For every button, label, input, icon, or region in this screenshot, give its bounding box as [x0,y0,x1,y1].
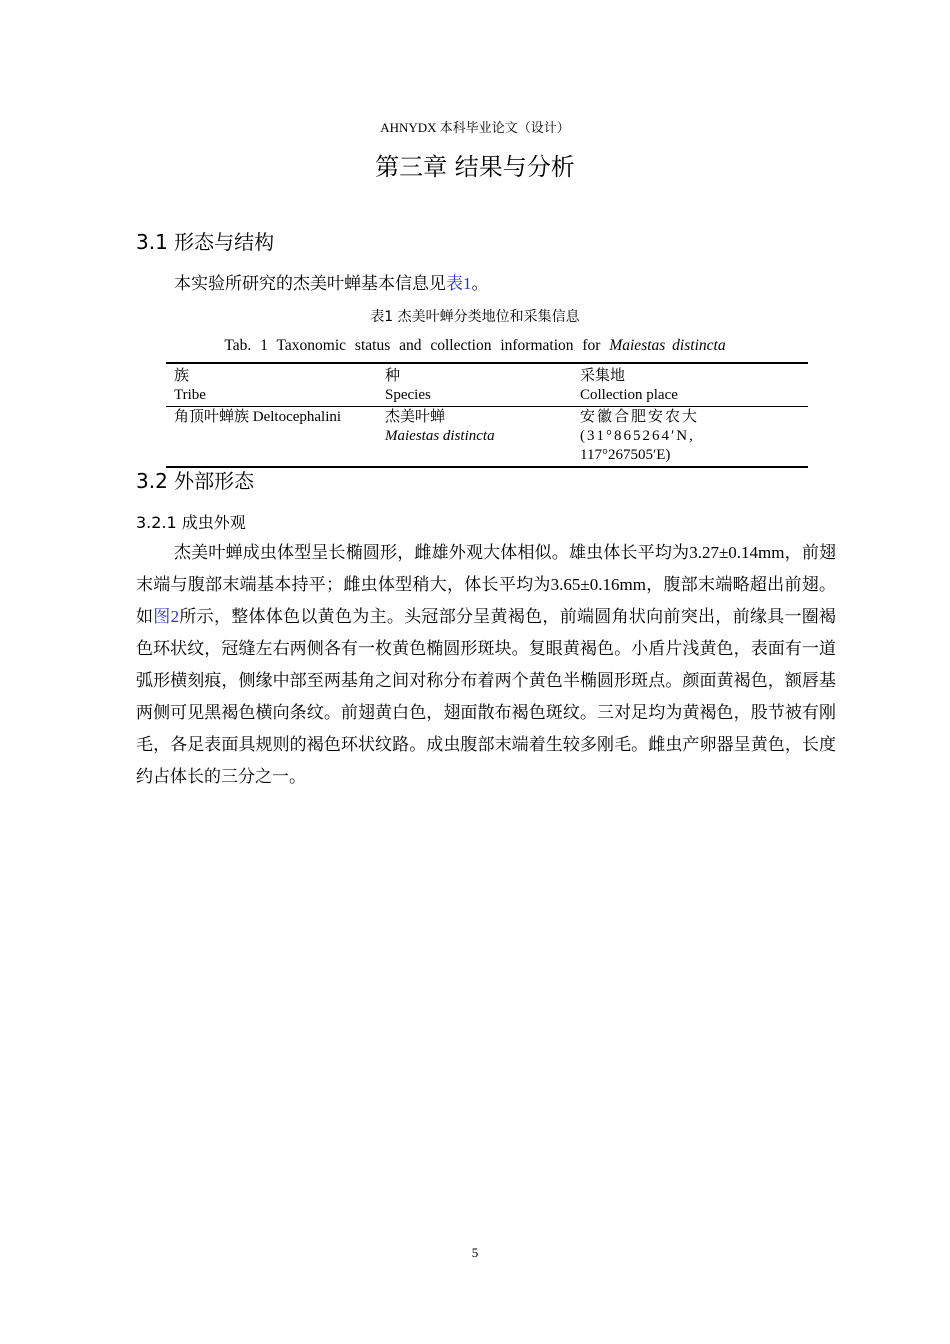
table-caption-en [0,337,950,355]
intro-paragraph [136,268,836,300]
intro-end: 。 [471,274,489,293]
header-species-cn: 种 [385,368,401,384]
running-header: AHNYDX 本科毕业论文（设计） [380,120,570,135]
taxonomy-table [166,362,808,468]
intro-text: 本实验所研究的杰美叶蝉基本信息见 [174,274,446,293]
header-place-en: Collection place [580,387,678,403]
cell-species [377,407,572,468]
adult-appearance-paragraph [136,537,836,793]
header-tribe-en: Tribe [174,387,206,403]
page-number: 5 [471,1245,479,1260]
section-heading-3-2: 3.2 外部形态 [136,469,255,493]
table-caption-en-species: Maiestas distincta [609,337,726,354]
table-row [166,407,808,468]
cell-tribe-text: 角顶叶蝉族 Deltocephalini [174,409,342,425]
cell-place [572,407,808,468]
figure-2-link[interactable]: 图2 [153,607,180,626]
header-species-en: Species [385,387,431,403]
species-latin-name: Maiestas distincta [385,428,495,444]
subsection-heading-3-2-1: 3.2.1 成虫外观 [136,513,246,532]
table-caption-en-prefix: Tab. 1 Taxonomic status and collection information for [224,337,601,354]
cell-place-line1: 安徽合肥安农大(31°865264′N, [580,409,700,444]
chapter-title: 第三章 结果与分析 [375,153,575,181]
cell-species-latin [385,427,572,446]
header-species [377,363,572,407]
table-caption-cn: 表1 杰美叶蝉分类地位和采集信息 [370,309,580,325]
header-place-cn: 采集地 [580,368,626,384]
paragraph-text-part-1: 杰美叶蝉成虫体型呈长椭圆形，雌雄外观大体相似。雄虫体长平均为3.27±0.14mm，前翅末端与腹部末端基本持平；雌虫体型稍大，体长平均为3.65±0.16mm，腹部末端略超出前翅。如 [136,543,836,626]
cell-tribe [166,407,377,468]
table-1-link[interactable]: 表1 [446,274,472,293]
cell-species-cn: 杰美叶蝉 [385,409,446,425]
header-tribe-cn: 族 [174,368,190,384]
header-tribe [166,363,377,407]
cell-place-line2: 117°267505′E) [580,447,671,463]
table-header-row [166,363,808,407]
paragraph-text-part-2: 所示，整体体色以黄色为主。头冠部分呈黄褐色，前端圆角状向前突出，前缘具一圈褐色环状纹，冠缝左右两侧各有一枚黄色椭圆形斑块。复眼黄褐色。小盾片浅黄色，表面有一道弧形横刻痕，侧缘中部至两基角之间对称分布着两个黄色半椭圆形斑点。颜面黄褐色，额唇基两侧可见黑褐色横向条纹。前翅黄白色，翅面散布褐色斑纹。三对足均为黄褐色，股节被有刚毛，各足表面具规则的褐色环状纹路。成虫腹部末端着生较多刚毛。雌虫产卵器呈黄色，长度约占体长的三分之一。 [136,607,837,786]
header-place [572,363,808,407]
section-heading-3-1: 3.1 形态与结构 [136,230,275,254]
